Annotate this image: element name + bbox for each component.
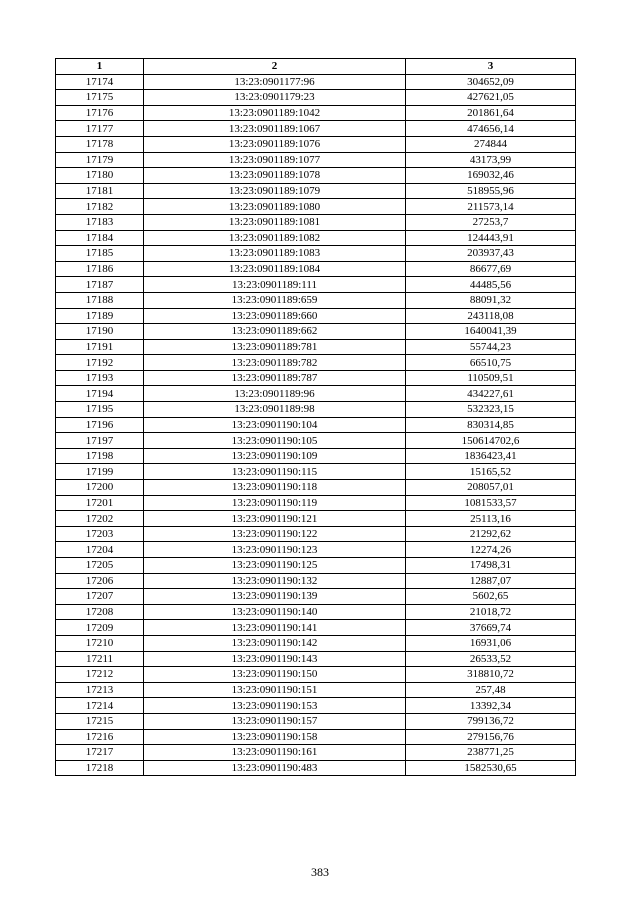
table-row — [56, 558, 576, 574]
table-row — [56, 542, 576, 558]
row-number-cell: 17196 — [56, 417, 144, 433]
column-header-1: 1 — [56, 59, 144, 75]
table-row — [56, 74, 576, 90]
value-cell: 1582530,65 — [406, 760, 576, 776]
table-row — [56, 90, 576, 106]
value-cell: 208057,01 — [406, 480, 576, 496]
value-cell: 830314,85 — [406, 417, 576, 433]
cadastral-number-cell: 13:23:0901189:787 — [144, 370, 406, 386]
value-cell: 434227,61 — [406, 386, 576, 402]
row-number-cell: 17203 — [56, 526, 144, 542]
row-number-cell: 17174 — [56, 74, 144, 90]
cadastral-number-cell: 13:23:0901189:660 — [144, 308, 406, 324]
table-row — [56, 246, 576, 262]
table-row — [56, 464, 576, 480]
row-number-cell: 17212 — [56, 667, 144, 683]
table-row — [56, 308, 576, 324]
table-row — [56, 292, 576, 308]
cadastral-value-table — [55, 58, 576, 776]
value-cell: 37669,74 — [406, 620, 576, 636]
table-row — [56, 713, 576, 729]
row-number-cell: 17188 — [56, 292, 144, 308]
row-number-cell: 17198 — [56, 448, 144, 464]
table-row — [56, 589, 576, 605]
cadastral-number-cell: 13:23:0901189:1084 — [144, 261, 406, 277]
table-row — [56, 121, 576, 137]
table-row — [56, 729, 576, 745]
cadastral-number-cell: 13:23:0901190:125 — [144, 558, 406, 574]
value-cell: 1640041,39 — [406, 324, 576, 340]
row-number-cell: 17202 — [56, 511, 144, 527]
table-row — [56, 620, 576, 636]
cadastral-number-cell: 13:23:0901190:157 — [144, 713, 406, 729]
cadastral-number-cell: 13:23:0901189:98 — [144, 402, 406, 418]
row-number-cell: 17211 — [56, 651, 144, 667]
cadastral-number-cell: 13:23:0901189:96 — [144, 386, 406, 402]
row-number-cell: 17178 — [56, 136, 144, 152]
row-number-cell: 17213 — [56, 682, 144, 698]
cadastral-number-cell: 13:23:0901190:123 — [144, 542, 406, 558]
row-number-cell: 17186 — [56, 261, 144, 277]
cadastral-number-cell: 13:23:0901190:143 — [144, 651, 406, 667]
value-cell: 44485,56 — [406, 277, 576, 293]
row-number-cell: 17179 — [56, 152, 144, 168]
cadastral-number-cell: 13:23:0901189:1077 — [144, 152, 406, 168]
value-cell: 12274,26 — [406, 542, 576, 558]
cadastral-number-cell: 13:23:0901190:105 — [144, 433, 406, 449]
value-cell: 243118,08 — [406, 308, 576, 324]
table-row — [56, 183, 576, 199]
cadastral-number-cell: 13:23:0901189:662 — [144, 324, 406, 340]
value-cell: 13392,34 — [406, 698, 576, 714]
cadastral-number-cell: 13:23:0901189:1042 — [144, 105, 406, 121]
table-row — [56, 261, 576, 277]
row-number-cell: 17189 — [56, 308, 144, 324]
table-row — [56, 448, 576, 464]
table-row — [56, 667, 576, 683]
value-cell: 43173,99 — [406, 152, 576, 168]
value-cell: 274844 — [406, 136, 576, 152]
cadastral-number-cell: 13:23:0901190:119 — [144, 495, 406, 511]
row-number-cell: 17200 — [56, 480, 144, 496]
table-row — [56, 651, 576, 667]
table-row — [56, 526, 576, 542]
table-row — [56, 339, 576, 355]
table-row — [56, 417, 576, 433]
cadastral-number-cell: 13:23:0901190:109 — [144, 448, 406, 464]
cadastral-number-cell: 13:23:0901190:139 — [144, 589, 406, 605]
column-header-3: 3 — [406, 59, 576, 75]
cadastral-number-cell: 13:23:0901189:1078 — [144, 168, 406, 184]
table-header — [56, 59, 576, 75]
value-cell: 518955,96 — [406, 183, 576, 199]
value-cell: 211573,14 — [406, 199, 576, 215]
row-number-cell: 17201 — [56, 495, 144, 511]
cadastral-number-cell: 13:23:0901189:1082 — [144, 230, 406, 246]
row-number-cell: 17191 — [56, 339, 144, 355]
cadastral-number-cell: 13:23:0901190:141 — [144, 620, 406, 636]
cadastral-number-cell: 13:23:0901190:132 — [144, 573, 406, 589]
table-row — [56, 214, 576, 230]
value-cell: 238771,25 — [406, 745, 576, 761]
cadastral-number-cell: 13:23:0901190:483 — [144, 760, 406, 776]
value-cell: 304652,09 — [406, 74, 576, 90]
table-row — [56, 573, 576, 589]
value-cell: 27253,7 — [406, 214, 576, 230]
row-number-cell: 17184 — [56, 230, 144, 246]
row-number-cell: 17175 — [56, 90, 144, 106]
row-number-cell: 17218 — [56, 760, 144, 776]
value-cell: 124443,91 — [406, 230, 576, 246]
table-row — [56, 682, 576, 698]
value-cell: 257,48 — [406, 682, 576, 698]
cadastral-number-cell: 13:23:0901190:161 — [144, 745, 406, 761]
cadastral-number-cell: 13:23:0901190:121 — [144, 511, 406, 527]
value-cell: 201861,64 — [406, 105, 576, 121]
table-row — [56, 386, 576, 402]
row-number-cell: 17181 — [56, 183, 144, 199]
value-cell: 110509,51 — [406, 370, 576, 386]
row-number-cell: 17199 — [56, 464, 144, 480]
table-row — [56, 745, 576, 761]
value-cell: 16931,06 — [406, 635, 576, 651]
value-cell: 55744,23 — [406, 339, 576, 355]
cadastral-number-cell: 13:23:0901189:1067 — [144, 121, 406, 137]
value-cell: 532323,15 — [406, 402, 576, 418]
value-cell: 66510,75 — [406, 355, 576, 371]
value-cell: 5602,65 — [406, 589, 576, 605]
cadastral-number-cell: 13:23:0901189:781 — [144, 339, 406, 355]
row-number-cell: 17182 — [56, 199, 144, 215]
row-number-cell: 17197 — [56, 433, 144, 449]
cadastral-number-cell: 13:23:0901190:153 — [144, 698, 406, 714]
row-number-cell: 17194 — [56, 386, 144, 402]
value-cell: 169032,46 — [406, 168, 576, 184]
row-number-cell: 17195 — [56, 402, 144, 418]
cadastral-number-cell: 13:23:0901190:151 — [144, 682, 406, 698]
value-cell: 86677,69 — [406, 261, 576, 277]
table-row — [56, 230, 576, 246]
table-row — [56, 136, 576, 152]
cadastral-number-cell: 13:23:0901189:1079 — [144, 183, 406, 199]
page-number: 383 — [311, 865, 329, 879]
value-cell: 25113,16 — [406, 511, 576, 527]
row-number-cell: 17216 — [56, 729, 144, 745]
cadastral-number-cell: 13:23:0901189:659 — [144, 292, 406, 308]
row-number-cell: 17177 — [56, 121, 144, 137]
cadastral-number-cell: 13:23:0901190:122 — [144, 526, 406, 542]
row-number-cell: 17207 — [56, 589, 144, 605]
value-cell: 1081533,57 — [406, 495, 576, 511]
table-body — [56, 74, 576, 776]
row-number-cell: 17176 — [56, 105, 144, 121]
row-number-cell: 17187 — [56, 277, 144, 293]
cadastral-number-cell: 13:23:0901190:118 — [144, 480, 406, 496]
value-cell: 799136,72 — [406, 713, 576, 729]
row-number-cell: 17185 — [56, 246, 144, 262]
row-number-cell: 17206 — [56, 573, 144, 589]
value-cell: 279156,76 — [406, 729, 576, 745]
value-cell: 1836423,41 — [406, 448, 576, 464]
cadastral-number-cell: 13:23:0901189:1076 — [144, 136, 406, 152]
table-row — [56, 168, 576, 184]
table-row — [56, 635, 576, 651]
value-cell: 474656,14 — [406, 121, 576, 137]
table-row — [56, 152, 576, 168]
cadastral-number-cell: 13:23:0901190:142 — [144, 635, 406, 651]
cadastral-number-cell: 13:23:0901189:1080 — [144, 199, 406, 215]
column-header-2: 2 — [144, 59, 406, 75]
cadastral-number-cell: 13:23:0901177:96 — [144, 74, 406, 90]
row-number-cell: 17209 — [56, 620, 144, 636]
value-cell: 203937,43 — [406, 246, 576, 262]
table-row — [56, 760, 576, 776]
row-number-cell: 17192 — [56, 355, 144, 371]
value-cell: 12887,07 — [406, 573, 576, 589]
cadastral-number-cell: 13:23:0901189:782 — [144, 355, 406, 371]
table-row — [56, 402, 576, 418]
row-number-cell: 17204 — [56, 542, 144, 558]
value-cell: 318810,72 — [406, 667, 576, 683]
table-row — [56, 324, 576, 340]
cadastral-number-cell: 13:23:0901189:1083 — [144, 246, 406, 262]
row-number-cell: 17180 — [56, 168, 144, 184]
table-row — [56, 105, 576, 121]
row-number-cell: 17210 — [56, 635, 144, 651]
table-row — [56, 480, 576, 496]
value-cell: 17498,31 — [406, 558, 576, 574]
row-number-cell: 17214 — [56, 698, 144, 714]
row-number-cell: 17208 — [56, 604, 144, 620]
table-row — [56, 355, 576, 371]
cadastral-number-cell: 13:23:0901189:111 — [144, 277, 406, 293]
table-row — [56, 495, 576, 511]
cadastral-number-cell: 13:23:0901190:158 — [144, 729, 406, 745]
cadastral-number-cell: 13:23:0901190:104 — [144, 417, 406, 433]
value-cell: 26533,52 — [406, 651, 576, 667]
value-cell: 88091,32 — [406, 292, 576, 308]
table-row — [56, 511, 576, 527]
value-cell: 15165,52 — [406, 464, 576, 480]
value-cell: 150614702,6 — [406, 433, 576, 449]
table-row — [56, 698, 576, 714]
row-number-cell: 17215 — [56, 713, 144, 729]
row-number-cell: 17183 — [56, 214, 144, 230]
value-cell: 21292,62 — [406, 526, 576, 542]
row-number-cell: 17193 — [56, 370, 144, 386]
cadastral-number-cell: 13:23:0901179:23 — [144, 90, 406, 106]
row-number-cell: 17190 — [56, 324, 144, 340]
table-row — [56, 277, 576, 293]
value-cell: 427621,05 — [406, 90, 576, 106]
cadastral-number-cell: 13:23:0901190:150 — [144, 667, 406, 683]
row-number-cell: 17205 — [56, 558, 144, 574]
cadastral-number-cell: 13:23:0901189:1081 — [144, 214, 406, 230]
cadastral-number-cell: 13:23:0901190:115 — [144, 464, 406, 480]
row-number-cell: 17217 — [56, 745, 144, 761]
table-row — [56, 199, 576, 215]
table-row — [56, 370, 576, 386]
table-row — [56, 604, 576, 620]
value-cell: 21018,72 — [406, 604, 576, 620]
table-row — [56, 433, 576, 449]
header-row — [56, 59, 576, 75]
cadastral-number-cell: 13:23:0901190:140 — [144, 604, 406, 620]
